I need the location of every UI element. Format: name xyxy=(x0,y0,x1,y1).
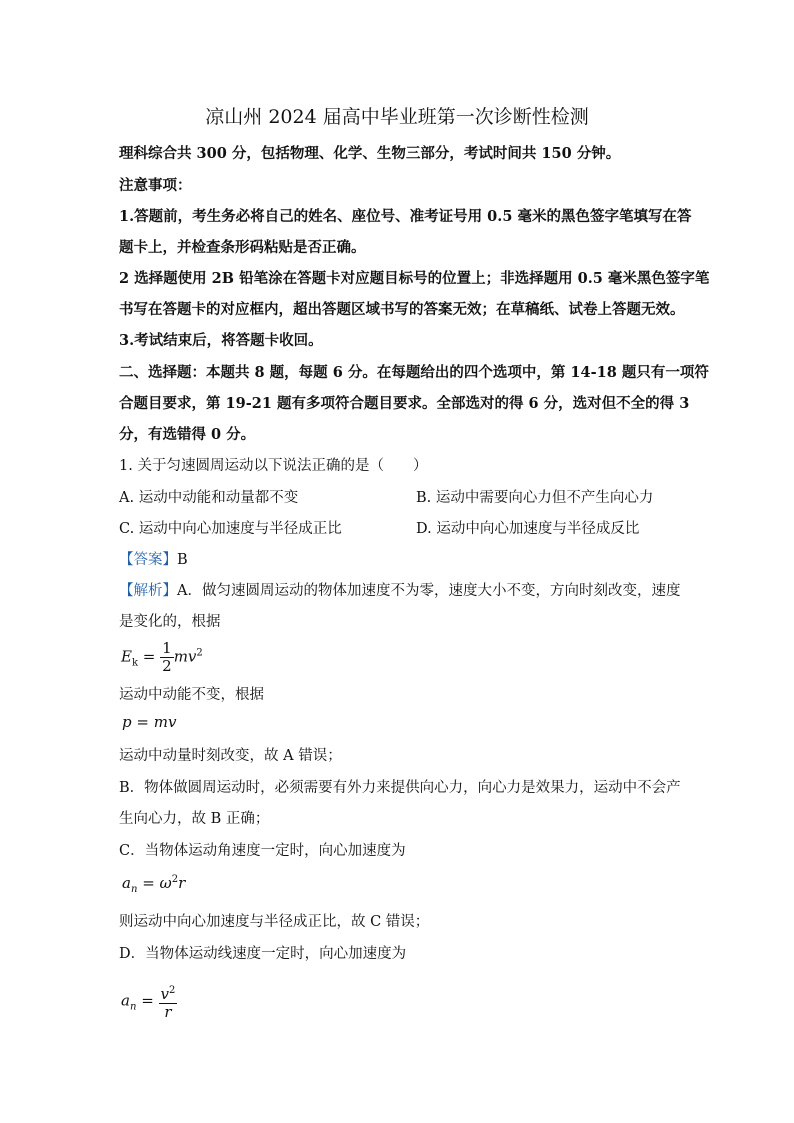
formula-momentum: p = mv xyxy=(122,713,177,731)
analysis-line: 运动中动能不变，根据 xyxy=(119,687,264,703)
analysis-line: D．当物体运动线速度一定时，向心加速度为 xyxy=(119,946,407,962)
answer-value: B xyxy=(177,552,188,568)
note-line: 3.考试结束后，将答题卡收回。 xyxy=(119,332,323,349)
note-line: 1.答题前，考生务必将自己的姓名、座位号、准考证号用 0.5 毫米的黑色签字笔填写在答 xyxy=(119,208,692,225)
option-b: B. 运动中需要向心力但不产生向心力 xyxy=(416,490,654,506)
analysis-line: C．当物体运动角速度一定时，向心加速度为 xyxy=(119,843,406,859)
option-d: D. 运动中向心加速度与半径成反比 xyxy=(416,521,640,537)
analysis-line: 则运动中向心加速度与半径成正比，故 C 错误； xyxy=(119,914,430,930)
analysis-line: B．物体做圆周运动时，必须需要有外力来提供向心力，向心力是效果力，运动中不会产 xyxy=(119,780,681,796)
section-line: 合题目要求，第 19-21 题有多项符合题目要求。全部选对的得 6 分，选对但不全的得 3 xyxy=(119,395,690,412)
formula-centripetal-velocity: $a_n$ = $\frac{v^2}{r}$ xyxy=(121,982,177,1021)
section-line: 二、选择题：本题共 8 题，每题 6 分。在每题给出的四个选项中，第 14-18 题只有一项符 xyxy=(119,364,709,381)
question-stem: 1. 关于匀速圆周运动以下说法正确的是（ ） xyxy=(119,458,428,474)
note-line: 题卡上，并检查条形码粘贴是否正确。 xyxy=(119,239,366,256)
notice-heading: 注意事项： xyxy=(119,177,192,194)
option-c: C. 运动中向心加速度与半径成正比 xyxy=(119,521,342,537)
answer-label: 【答案】 xyxy=(119,552,177,568)
formula-kinetic-energy: $E_k$ = $\frac{1}{2}$ $mv^2$ xyxy=(121,639,203,675)
analysis-line xyxy=(119,581,680,601)
note-line: 2 选择题使用 2B 铅笔涂在答题卡对应题目标号的位置上；非选择题用 0.5 毫米黑色签字笔 xyxy=(119,270,710,287)
section-line: 分，有选错得 0 分。 xyxy=(119,426,256,443)
analysis-line: 是变化的，根据 xyxy=(119,614,221,630)
analysis-line: 运动中动量时刻改变，故 A 错误； xyxy=(119,748,342,764)
answer-line xyxy=(119,550,188,570)
note-line: 书写在答题卡的对应框内，超出答题区域书写的答案无效；在草稿纸、试卷上答题无效。 xyxy=(119,301,685,318)
analysis-label: 【解析】 xyxy=(119,583,177,599)
option-a: A. 运动中动能和动量都不变 xyxy=(119,490,299,506)
intro-text: 理科综合共 300 分，包括物理、化学、生物三部分，考试时间共 150 分钟。 xyxy=(119,145,621,162)
formula-centripetal-omega: $a_n = \omega^2r$ xyxy=(122,874,186,895)
page-title: 凉山州 2024 届高中毕业班第一次诊断性检测 xyxy=(205,106,589,128)
analysis-line: 生向心力，故 B 正确； xyxy=(119,811,270,827)
analysis-text: A．做匀速圆周运动的物体加速度不为零，速度大小不变，方向时刻改变，速度 xyxy=(177,583,681,599)
